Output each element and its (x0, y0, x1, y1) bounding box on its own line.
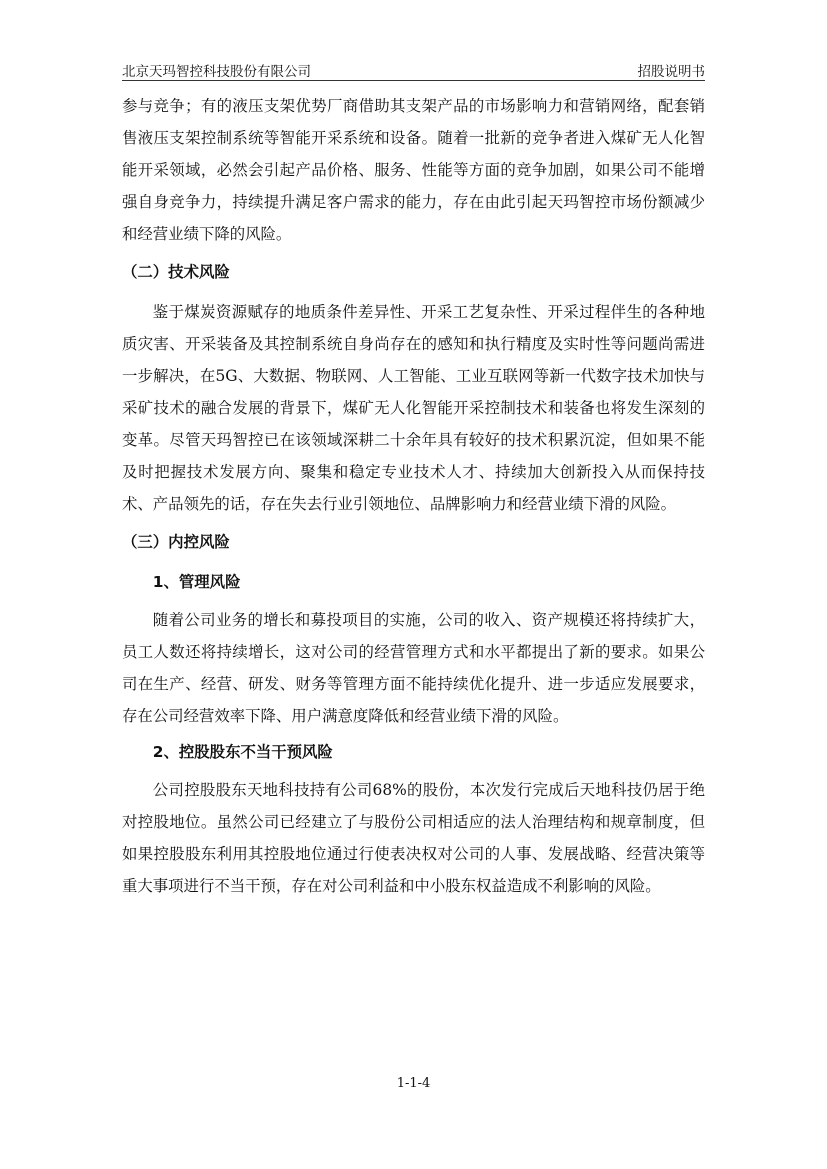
page-header (122, 58, 705, 81)
paragraph-competition-continued: 参与竞争；有的液压支架优势厂商借助其支架产品的市场影响力和营销网络，配套销售液压支架控制系统等智能开采系统和设备。随着一批新的竞争者进入煤矿无人化智能开采领域，必然会引起产品价格、服务、性能等方面的竞争加剧，如果公司不能增强自身竞争力，持续提升满足客户需求的能力，存在由此引起天玛智控市场份额减少和经营业绩下降的风险。 (122, 97, 705, 243)
document-body (122, 90, 705, 902)
paragraph-controlling-shareholder-risk: 公司控股股东天地科技持有公司68%的股份，本次发行完成后天地科技仍居于绝对控股地位。虽然公司已经建立了与股份公司相适应的法人治理结构和规章制度，但如果控股股东利用其控股地位通过行使表决权对公司的人事、发展战略、经营决策等重大事项进行不当干预，存在对公司利益和中小股东权益造成不利影响的风险。 (122, 781, 705, 895)
header-company-name: 北京天玛智控科技股份有限公司 (122, 64, 311, 80)
paragraph-management-risk: 随着公司业务的增长和募投项目的实施，公司的收入、资产规模还将持续扩大，员工人数还将持续增长，这对公司的经营管理方式和水平都提出了新的要求。如果公司在生产、经营、研发、财务等管理方面不能持续优化提升、进一步适应发展要求，存在公司经营效率下降、用户满意度降低和经营业绩下滑的风险。 (122, 611, 705, 725)
header-document-type: 招股说明书 (637, 64, 705, 80)
page-number: 1-1-4 (396, 1076, 431, 1091)
paragraph-technical-risk: 鉴于煤炭资源赋存的地质条件差异性、开采工艺复杂性、开采过程伴生的各种地质灾害、开采装备及其控制系统自身尚存在的感知和执行精度及实时性等问题尚需进一步解决，在5G、大数据、物联网、人工智能、工业互联网等新一代数字技术加快与采矿技术的融合发展的背景下，煤矿无人化智能开采控制技术和装备也将发生深刻的变革。尽管天玛智控已在该领域深耕二十余年具有较好的技术积累沉淀，但如果不能及时把握技术发展方向、聚集和稳定专业技术人才、持续加大创新投入从而保持技术、产品领先的话，存在失去行业引领地位、品牌影响力和经营业绩下滑的风险。 (122, 303, 705, 513)
subheading-management-risk: 1、管理风险 (152, 573, 241, 591)
section-heading-internal-control-risk: （三）内控风险 (122, 533, 230, 551)
subheading-controlling-shareholder-risk: 2、控股股东不当干预风险 (152, 743, 333, 761)
section-heading-technical-risk: （二）技术风险 (122, 263, 230, 281)
